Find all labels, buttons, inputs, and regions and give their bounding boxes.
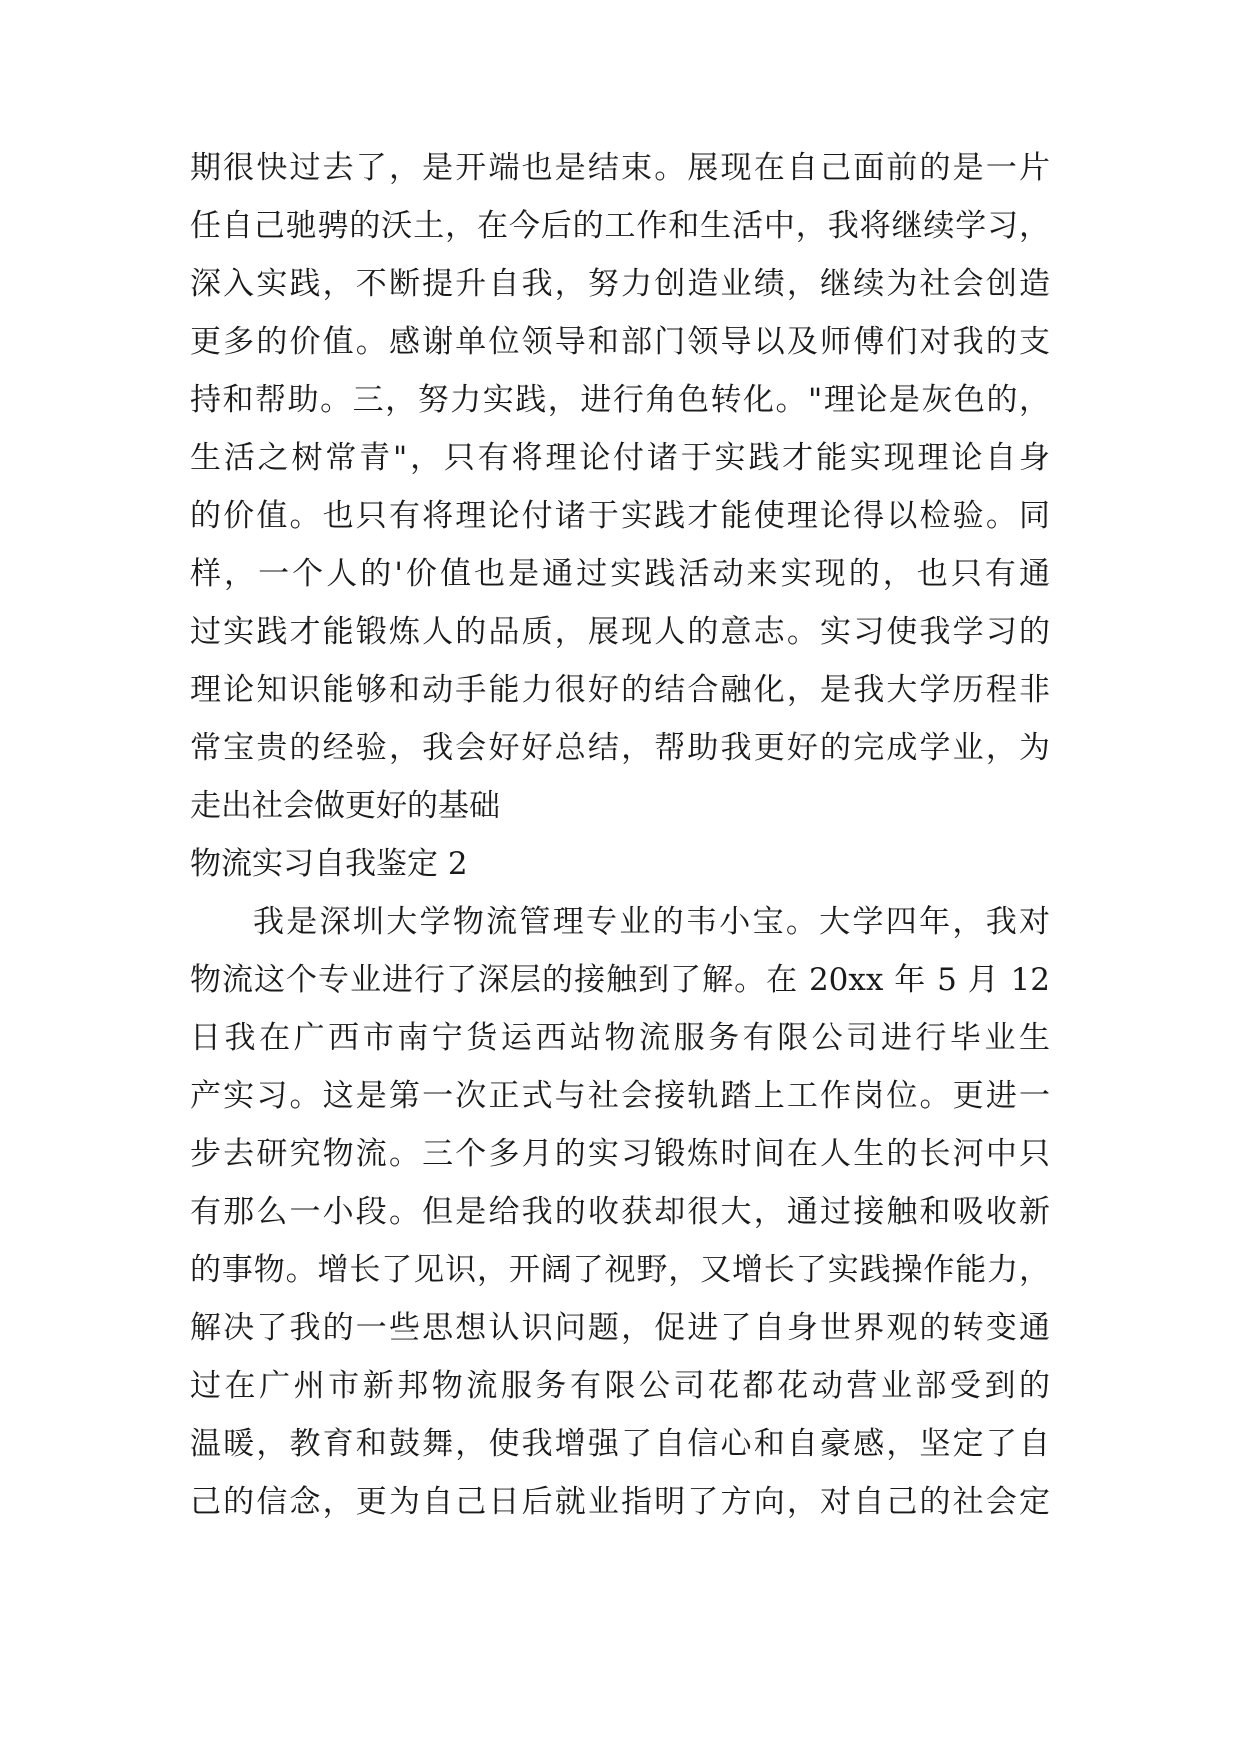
text-line: 过在广州市新邦物流服务有限公司花都花动营业部受到的 (190, 1368, 1050, 1404)
text-line: 的事物。增长了见识，开阔了视野，又增长了实践操作能力， (190, 1252, 1050, 1288)
text-line: 我是深圳大学物流管理专业的韦小宝。大学四年，我对 (253, 904, 1050, 940)
text-line: 过实践才能锻炼人的品质，展现人的意志。实习使我学习的 (190, 614, 1050, 650)
text-line: 日我在广西市南宁货运西站物流服务有限公司进行毕业生 (190, 1020, 1050, 1056)
text-line: 产实习。这是第一次正式与社会接轨踏上工作岗位。更进一 (190, 1078, 1050, 1114)
text-line: 期很快过去了，是开端也是结束。展现在自己面前的是一片 (190, 150, 1050, 186)
text-line: 步去研究物流。三个多月的实习锻炼时间在人生的长河中只 (190, 1136, 1050, 1172)
text-line: 的价值。也只有将理论付诸于实践才能使理论得以检验。同 (190, 498, 1050, 534)
text-line: 有那么一小段。但是给我的收获却很大，通过接触和吸收新 (190, 1194, 1050, 1230)
text-line: 样，一个人的'价值也是通过实践活动来实现的，也只有通 (190, 556, 1050, 592)
text-line: 己的信念，更为自己日后就业指明了方向，对自己的社会定 (190, 1484, 1050, 1520)
text-line: 持和帮助。三，努力实践，进行角色转化。"理论是灰色的， (190, 382, 1050, 418)
text-line: 任自己驰骋的沃土，在今后的工作和生活中，我将继续学习， (190, 208, 1050, 244)
text-line: 深入实践，不断提升自我，努力创造业绩，继续为社会创造 (190, 266, 1050, 302)
text-line: 温暖，教育和鼓舞，使我增强了自信心和自豪感，坚定了自 (190, 1426, 1050, 1462)
text-line: 走出社会做更好的基础 (190, 788, 500, 824)
text-line: 物流这个专业进行了深层的接触到了解。在 20xx 年 5 月 12 (190, 962, 1050, 998)
text-line: 常宝贵的经验，我会好好总结，帮助我更好的完成学业，为 (190, 730, 1050, 766)
text-line: 更多的价值。感谢单位领导和部门领导以及师傅们对我的支 (190, 324, 1050, 360)
section-title: 物流实习自我鉴定 2 (190, 846, 468, 882)
text-line: 解决了我的一些思想认识问题，促进了自身世界观的转变通 (190, 1310, 1050, 1346)
text-line: 理论知识能够和动手能力很好的结合融化，是我大学历程非 (190, 672, 1050, 708)
text-line: 生活之树常青"，只有将理论付诸于实践才能实现理论自身 (190, 440, 1050, 476)
